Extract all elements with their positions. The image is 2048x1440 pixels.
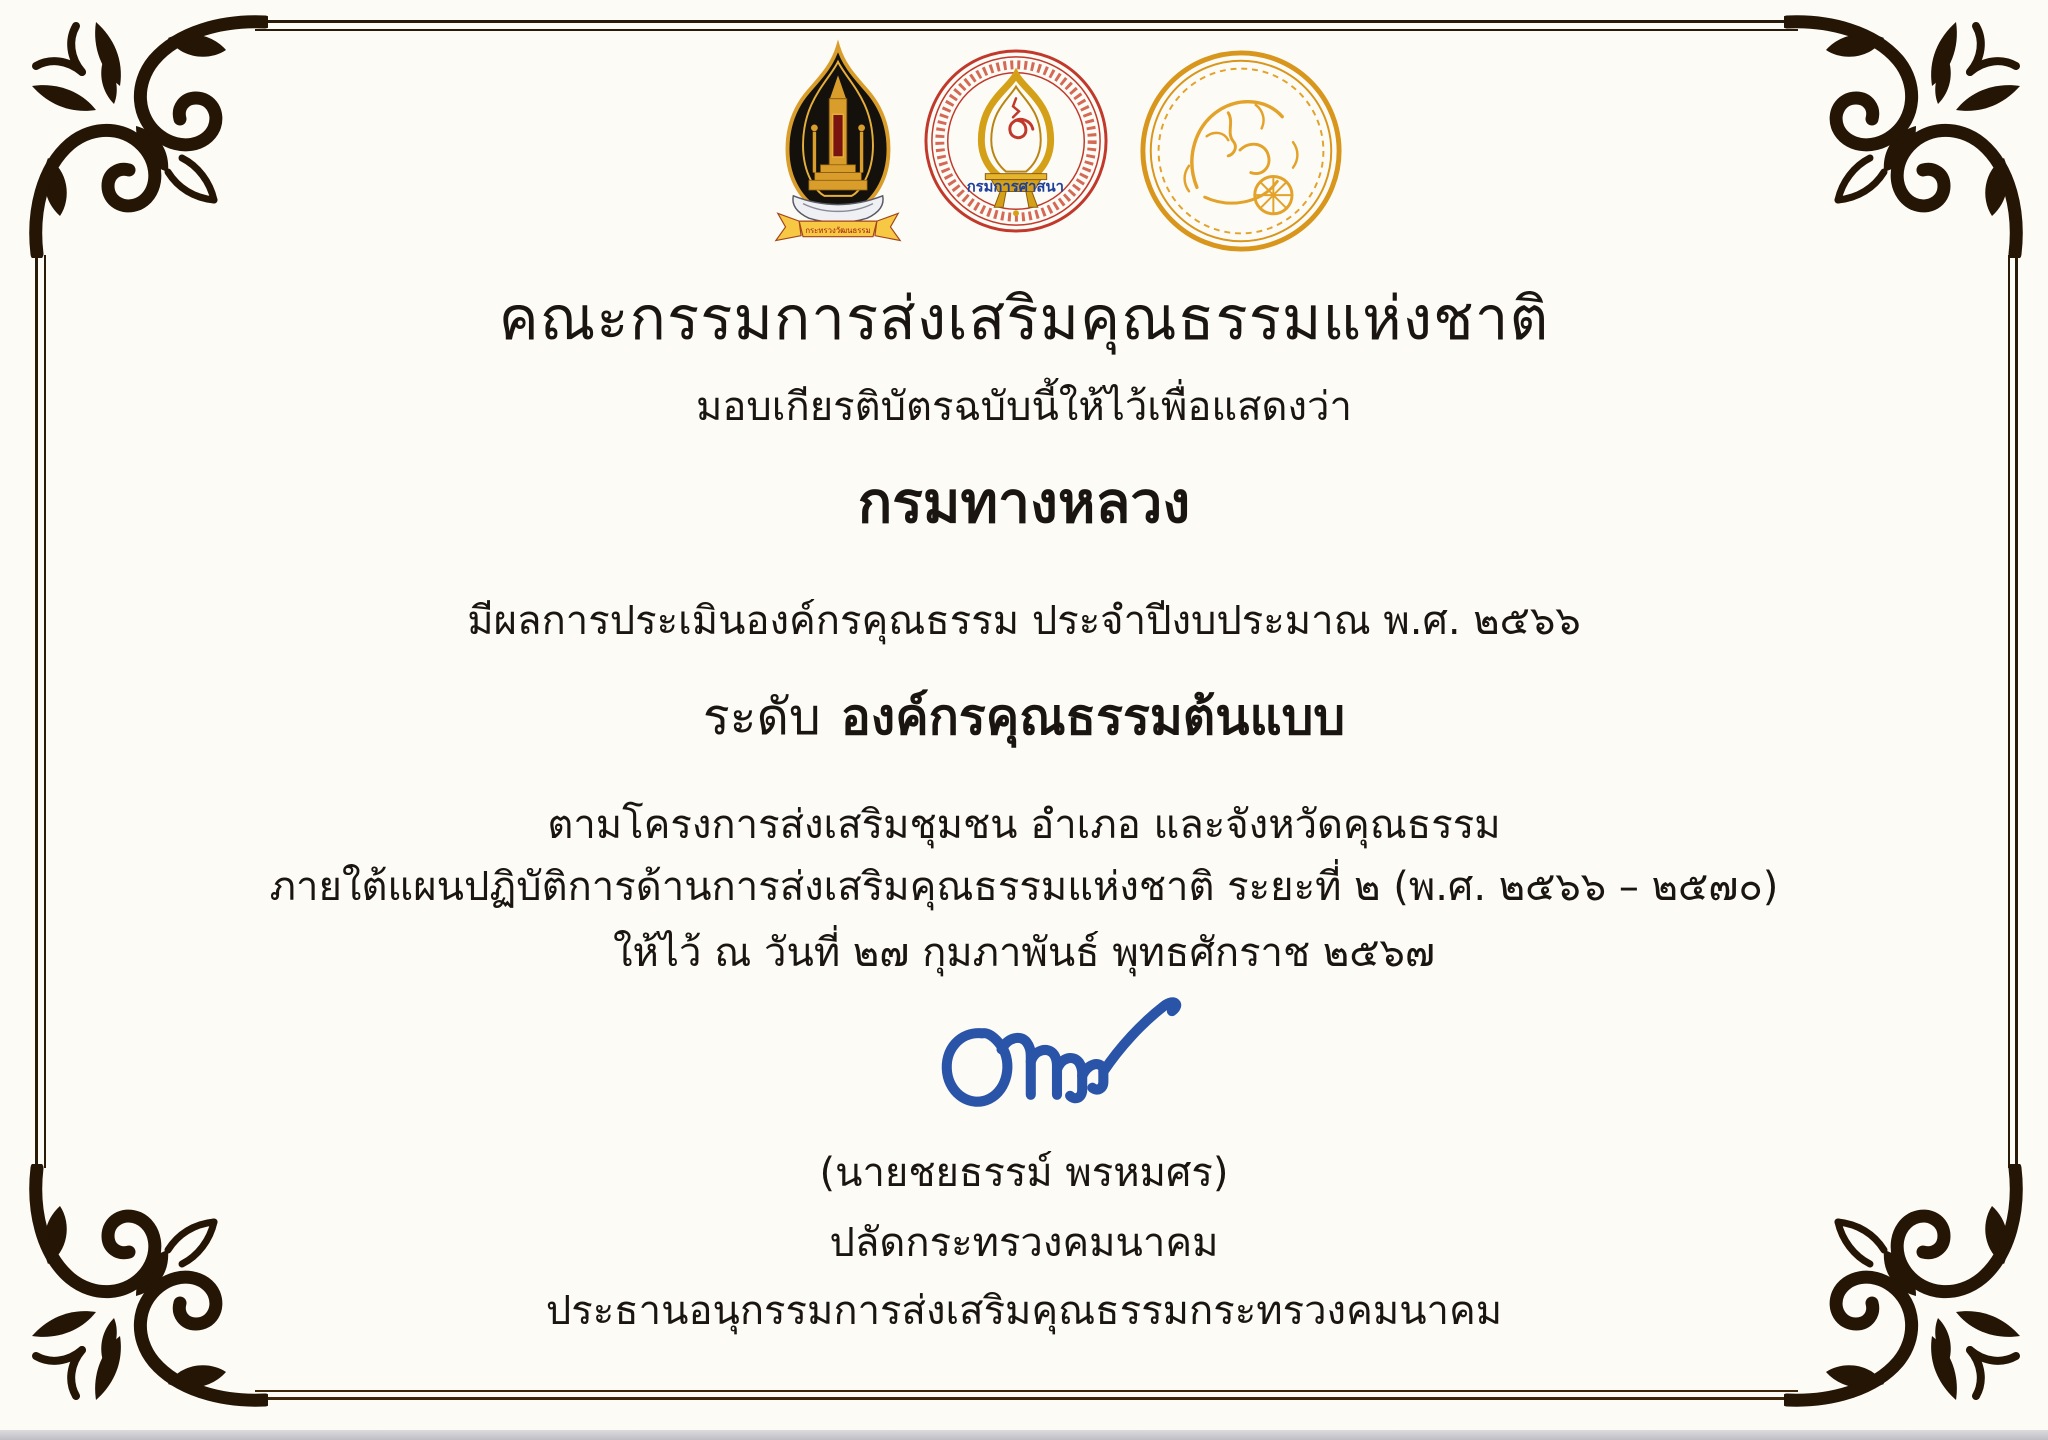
border-line [255, 20, 1798, 23]
culture-banner-text: กระทรวงวัฒนธรรม [805, 225, 871, 235]
issuer-title: คณะกรรมการส่งเสริมคุณธรรมแห่งชาติ [498, 284, 1550, 354]
program-line-1: ตามโครงการส่งเสริมชุมชน อำเภอ และจังหวัดคุณธรรม [547, 802, 1501, 848]
signer-title-2: ประธานอนุกรรมการส่งเสริมคุณธรรมกระทรวงคมนาคม [545, 1288, 1503, 1334]
ministry-of-culture-emblem-icon [770, 38, 906, 242]
presentation-line: มอบเกียรติบัตรฉบับนี้ให้ไว้เพื่อแสดงว่า [696, 384, 1352, 430]
recipient-name: กรมทางหลวง [857, 470, 1191, 536]
corner-flourish-icon [18, 8, 268, 258]
department-of-religious-affairs-seal-icon [922, 46, 1110, 236]
signer-title-1: ปลัดกระทรวงคมนาคม [829, 1220, 1219, 1266]
level-line [0, 686, 2048, 749]
border-line [255, 29, 1798, 31]
border-line [255, 1397, 1798, 1400]
religious-affairs-ring-text: กรมการศาสนา [966, 178, 1064, 196]
gold-circular-ministry-seal-icon [1138, 48, 1344, 254]
achievement-line: มีผลการประเมินองค์กรคุณธรรม ประจำปีงบประมาณ พ.ศ. ๒๕๖๖ [467, 598, 1581, 644]
level-label: ระดับ [702, 688, 821, 746]
level-value: องค์กรคุณธรรมต้นแบบ [840, 688, 1346, 746]
date-line: ให้ไว้ ณ วันที่ ๒๗ กุมภาพันธ์ พุทธศักราช ๒๕๖๗ [613, 930, 1435, 976]
border-line [255, 1390, 1798, 1392]
signature [932, 990, 1184, 1128]
corner-flourish-icon [1784, 8, 2034, 258]
signer-name: (นายชยธรรม์ พรหมศร) [819, 1150, 1229, 1196]
program-line-2: ภายใต้แผนปฏิบัติการด้านการส่งเสริมคุณธรรมแห่งชาติ ระยะที่ ๒ (พ.ศ. ๒๕๖๖ – ๒๕๗๐) [269, 864, 1779, 910]
scan-edge-strip [0, 1430, 2048, 1440]
